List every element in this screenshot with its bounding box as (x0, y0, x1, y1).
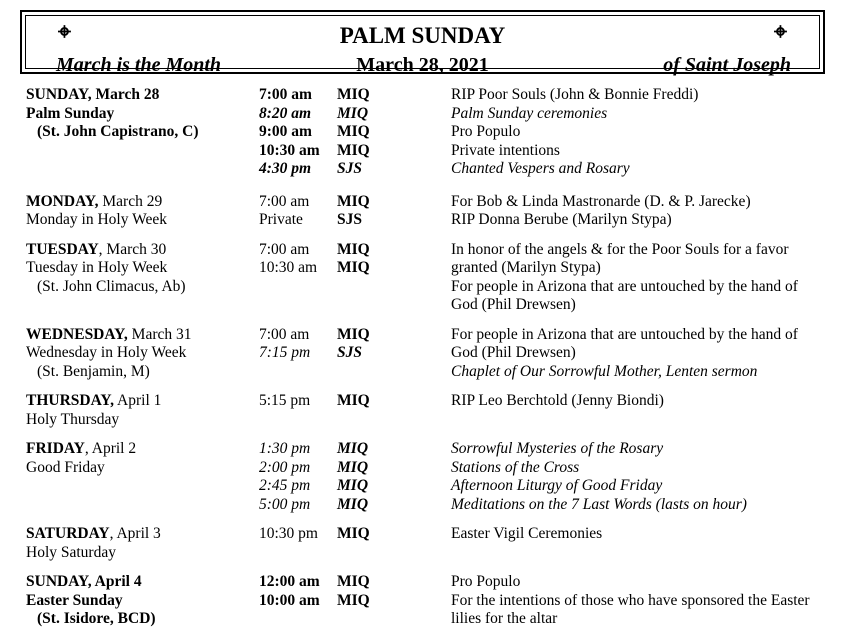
header-inner-border (25, 15, 820, 76)
day-column (26, 525, 259, 562)
mass-intention: Meditations on the 7 Last Words (lasts on hour) (451, 495, 747, 513)
mass-intention: Palm Sunday ceremonies (451, 104, 608, 122)
mass-location: MIQ (337, 259, 370, 276)
mass-intention: Sorrowful Mysteries of the Rosary (451, 440, 664, 457)
day-heading (26, 525, 259, 544)
day-block (26, 241, 836, 315)
place-column (337, 193, 451, 230)
day-date: April 1 (114, 392, 162, 409)
intention-column (451, 241, 836, 315)
day-block (26, 326, 836, 382)
place-column (337, 573, 451, 629)
feast-name: Easter Sunday (26, 591, 123, 609)
feast-name: Wednesday in Holy Week (26, 344, 187, 361)
mass-time: 10:00 am (259, 591, 320, 609)
mass-time: 8:20 am (259, 104, 312, 122)
mass-intention: RIP Poor Souls (John & Bonnie Freddi) (451, 86, 699, 103)
cross-icon: ⌖ (774, 19, 787, 44)
mass-intention: God (Phil Drewsen) (451, 344, 576, 361)
mass-intention: For the intentions of those who have sponsored the Easter (451, 591, 810, 609)
day-block (26, 573, 836, 629)
feast-name: Holy Saturday (26, 543, 116, 561)
time-column (259, 573, 337, 629)
mass-intention: RIP Donna Berube (Marilyn Stypa) (451, 211, 672, 228)
bulletin-date: March 28, 2021 (356, 54, 489, 76)
day-date: , April 3 (109, 525, 161, 542)
place-column (337, 392, 451, 429)
mass-location: MIQ (337, 573, 370, 590)
mass-location: MIQ (337, 240, 370, 258)
day-block (26, 392, 836, 429)
time-column (259, 326, 337, 382)
mass-location: MIQ (337, 123, 370, 140)
day-column (26, 440, 259, 514)
mass-time: 5:15 pm (259, 392, 311, 409)
day-name: SATURDAY (26, 525, 110, 542)
bulletin-header (20, 10, 825, 74)
mass-intention: granted (Marilyn Stypa) (451, 259, 601, 276)
mass-location: SJS (337, 160, 362, 177)
mass-intention: In honor of the angels & for the Poor Souls for a favor (451, 240, 789, 258)
cross-icon: ⌖ (58, 19, 71, 44)
day-block (26, 525, 836, 562)
mass-time: 7:00 am (259, 325, 310, 343)
mass-location: MIQ (337, 477, 369, 494)
mass-intention: For Bob & Linda Mastronarde (D. & P. Jarecke) (451, 192, 751, 210)
month-dedication: March is the Month (56, 54, 222, 76)
intention-column (451, 392, 836, 429)
day-date: March 29 (98, 192, 163, 210)
intention-column (451, 86, 836, 179)
time-column (259, 392, 337, 429)
day-block (26, 440, 836, 514)
day-block (26, 193, 836, 230)
mass-time: 2:45 pm (259, 477, 311, 494)
mass-location: MIQ (337, 86, 370, 103)
place-column (337, 525, 451, 562)
mass-location: SJS (337, 344, 362, 361)
mass-intention: Chaplet of Our Sorrowful Mother, Lenten sermon (451, 362, 758, 380)
mass-location: MIQ (337, 392, 370, 409)
saint-commemoration: (St. Benjamin, M) (37, 362, 150, 380)
mass-time: 7:15 pm (259, 344, 311, 361)
mass-time: 12:00 am (259, 573, 320, 590)
place-column (337, 326, 451, 382)
page-title: PALM SUNDAY (339, 23, 506, 48)
day-name: SUNDAY, March 28 (26, 86, 160, 103)
month-patron: of Saint Joseph (663, 54, 791, 76)
mass-time: 7:00 am (259, 192, 310, 210)
feast-name: Monday in Holy Week (26, 211, 167, 228)
intention-column (451, 573, 836, 629)
time-column (259, 525, 337, 562)
mass-time: 4:30 pm (259, 160, 312, 177)
mass-location: MIQ (337, 495, 369, 513)
time-column (259, 241, 337, 315)
mass-location: MIQ (337, 440, 369, 457)
mass-location: MIQ (337, 192, 370, 210)
day-heading (26, 392, 259, 411)
day-column (26, 193, 259, 230)
feast-name: Tuesday in Holy Week (26, 259, 168, 276)
day-heading (26, 573, 259, 592)
feast-name: Holy Thursday (26, 410, 120, 428)
mass-intention: Stations of the Cross (451, 458, 580, 476)
day-name: FRIDAY (26, 440, 85, 457)
mass-time: 10:30 am (259, 259, 318, 276)
mass-time: 10:30 pm (259, 525, 318, 542)
day-name: WEDNESDAY, (26, 325, 128, 343)
mass-time: Private (259, 211, 303, 228)
mass-location: MIQ (337, 591, 370, 609)
mass-location: MIQ (337, 325, 370, 343)
mass-location: MIQ (337, 525, 370, 542)
mass-intention: For people in Arizona that are untouched by the hand of (451, 325, 798, 343)
intention-column (451, 440, 836, 514)
day-name: SUNDAY, April 4 (26, 573, 142, 590)
place-column (337, 440, 451, 514)
mass-intention: For people in Arizona that are untouched by the hand of (451, 277, 798, 295)
place-column (337, 86, 451, 179)
time-column (259, 86, 337, 179)
mass-time: 9:00 am (259, 123, 312, 140)
place-column (337, 241, 451, 315)
mass-location: MIQ (337, 104, 369, 122)
mass-intention: RIP Leo Berchtold (Jenny Biondi) (451, 392, 664, 409)
time-column (259, 193, 337, 230)
intention-column (451, 193, 836, 230)
mass-intention: Easter Vigil Ceremonies (451, 525, 603, 542)
day-date: , March 30 (98, 240, 167, 258)
time-column (259, 440, 337, 514)
mass-schedule (26, 86, 836, 640)
day-date: , April 2 (84, 440, 137, 457)
mass-intention: Afternoon Liturgy of Good Friday (451, 477, 663, 494)
day-column (26, 392, 259, 429)
mass-intention: lilies for the altar (451, 610, 558, 627)
day-date: March 31 (127, 325, 192, 343)
mass-time: 7:00 am (259, 240, 310, 258)
mass-time: 1:30 pm (259, 440, 311, 457)
day-column (26, 241, 259, 315)
day-heading (26, 241, 259, 260)
intention-column (451, 326, 836, 382)
day-column (26, 573, 259, 629)
mass-location: SJS (337, 211, 362, 228)
day-name: TUESDAY (26, 240, 99, 258)
feast-name: Palm Sunday (26, 104, 115, 122)
day-heading (26, 440, 259, 459)
day-heading (26, 86, 259, 105)
mass-location: MIQ (337, 141, 370, 159)
day-block (26, 86, 836, 179)
mass-time: 7:00 am (259, 86, 312, 103)
mass-intention: Pro Populo (451, 123, 521, 140)
mass-time: 10:30 am (259, 141, 320, 159)
saint-commemoration: (St. John Capistrano, C) (37, 123, 199, 140)
mass-location: MIQ (337, 458, 369, 476)
day-heading (26, 193, 259, 212)
intention-column (451, 525, 836, 562)
mass-time: 5:00 pm (259, 495, 311, 513)
mass-time: 2:00 pm (259, 458, 311, 476)
mass-intention: Pro Populo (451, 573, 521, 590)
day-column (26, 86, 259, 179)
feast-name: Good Friday (26, 458, 105, 476)
day-name: MONDAY, (26, 192, 99, 210)
mass-intention: God (Phil Drewsen) (451, 296, 576, 313)
day-heading (26, 326, 259, 345)
saint-commemoration: (St. John Climacus, Ab) (37, 277, 186, 295)
mass-intention: Chanted Vespers and Rosary (451, 160, 630, 177)
mass-intention: Private intentions (451, 141, 560, 159)
day-name: THURSDAY, (26, 392, 115, 409)
day-column (26, 326, 259, 382)
saint-commemoration: (St. Isidore, BCD) (37, 610, 156, 627)
